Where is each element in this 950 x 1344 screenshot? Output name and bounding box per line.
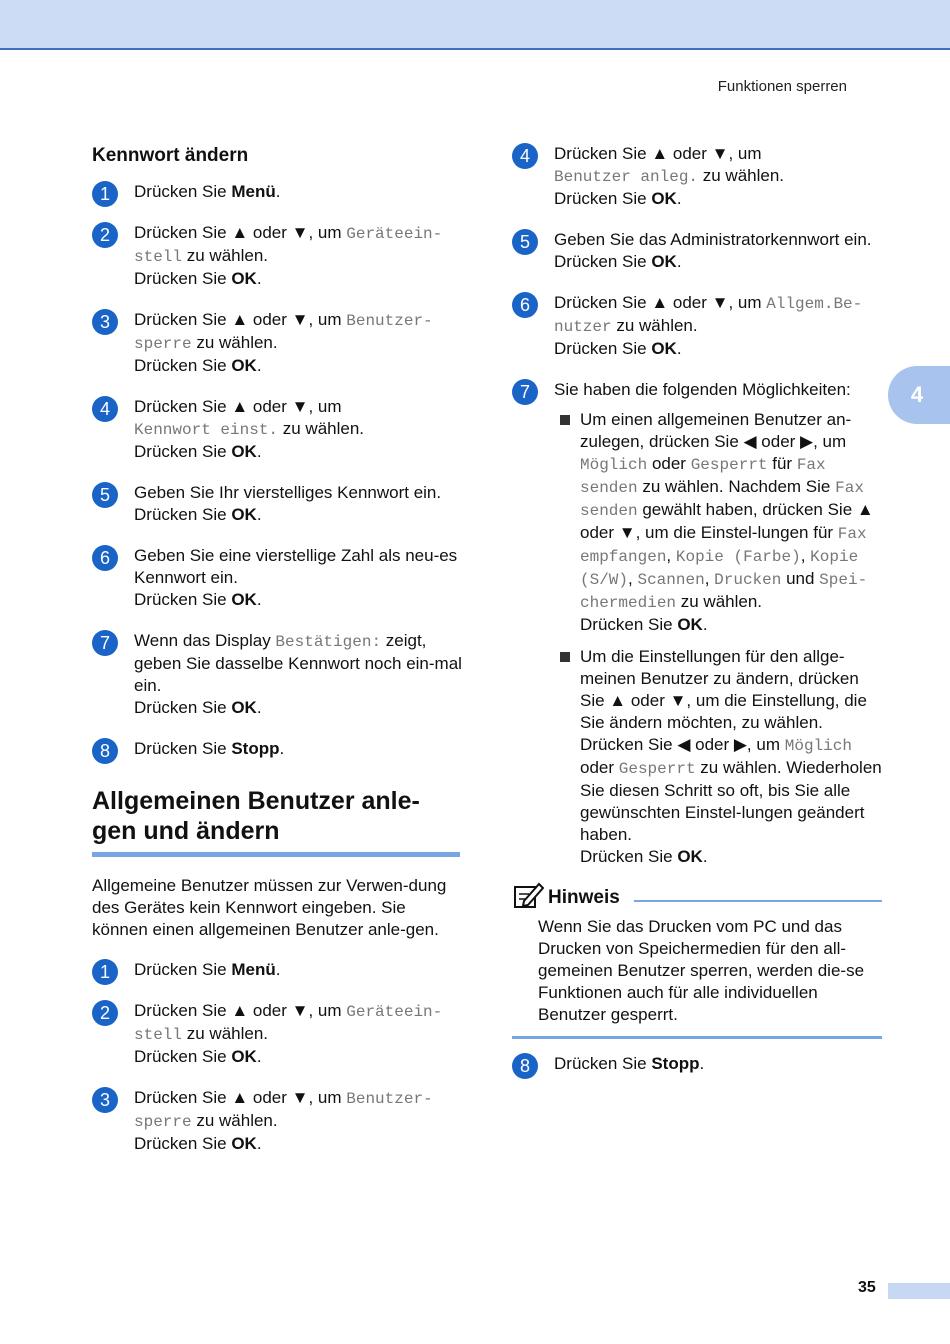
text-run: . bbox=[256, 269, 262, 288]
right-column bbox=[512, 143, 882, 1094]
text-run: Drücken Sie ▲ oder ▼, um bbox=[134, 310, 347, 329]
text-run: . bbox=[676, 252, 682, 271]
display-text: Möglich bbox=[784, 737, 852, 755]
display-text: Benutzer-sperre bbox=[134, 1090, 433, 1131]
page-footer-bar bbox=[888, 1283, 950, 1299]
display-text: Bestätigen: bbox=[275, 633, 382, 651]
text-run: Geben Sie Ihr vierstelliges Kennwort ein. bbox=[134, 483, 442, 502]
text-run: zu wählen. bbox=[182, 1024, 269, 1043]
text-run: Um die Einstellungen für den allge-meinen Benutzer zu ändern, drücken Sie ▲ oder ▼, um die Einstellung, die Sie ändern möchten, zu wählen. bbox=[580, 647, 867, 732]
display-text: Fax empfangen bbox=[580, 525, 867, 566]
step bbox=[512, 379, 882, 868]
step-text bbox=[134, 397, 364, 461]
key-label: OK bbox=[231, 442, 257, 461]
text-run: . bbox=[676, 339, 682, 358]
step-list bbox=[512, 143, 882, 360]
display-text: Kennwort einst. bbox=[134, 421, 279, 439]
left-column bbox=[92, 145, 462, 1174]
step-list bbox=[92, 959, 462, 1155]
key-label: OK bbox=[231, 1134, 257, 1153]
text-run: zu wählen. bbox=[676, 592, 763, 611]
key-label: Stopp bbox=[231, 739, 280, 758]
text-run: Drücken Sie ▲ oder ▼, um bbox=[554, 293, 767, 312]
step-number-badge: 8 bbox=[512, 1053, 538, 1079]
hint-header bbox=[512, 884, 882, 912]
text-run: zu wählen. Wiederholen Sie diesen Schritt so oft, bis Sie alle gewünschten Einstel-lungen geändert haben. bbox=[580, 758, 882, 844]
display-text: Scannen bbox=[637, 571, 705, 589]
intro-paragraph: Allgemeine Benutzer müssen zur Verwen-dung des Gerätes kein Kennwort eingeben. Sie können einen allgemeinen Benutzer anle-gen. bbox=[92, 876, 447, 939]
text-run: . bbox=[676, 189, 682, 208]
subheading: Kennwort ändern bbox=[92, 145, 249, 166]
display-text: Spei-chermedien bbox=[580, 571, 868, 612]
display-text: Drucken bbox=[714, 571, 782, 589]
display-text: Fax senden bbox=[580, 456, 826, 497]
page-number: 35 bbox=[858, 1279, 876, 1296]
text-run: Drücken Sie ▲ oder ▼, um bbox=[134, 223, 347, 242]
display-text: Geräteein-stell bbox=[134, 225, 443, 266]
step-text bbox=[134, 223, 442, 288]
text-run: zu wählen. bbox=[611, 316, 698, 335]
text-run: zu wählen. bbox=[191, 333, 278, 352]
display-text: Allgem.Be-nutzer bbox=[554, 295, 863, 336]
key-label: OK bbox=[651, 189, 677, 208]
step-text bbox=[554, 293, 862, 358]
step-text bbox=[134, 546, 457, 609]
step-text bbox=[554, 144, 784, 208]
step-number-badge: 3 bbox=[92, 1087, 118, 1113]
display-text: Benutzer-sperre bbox=[134, 312, 433, 353]
text-run: Drücken Sie bbox=[580, 615, 678, 634]
step bbox=[512, 292, 882, 360]
step-number-badge: 7 bbox=[92, 630, 118, 656]
step-number-badge: 4 bbox=[92, 396, 118, 422]
step bbox=[92, 482, 462, 526]
text-run: Drücken Sie bbox=[554, 339, 652, 358]
text-run: Drücken Sie bbox=[134, 505, 232, 524]
text-run: , bbox=[800, 546, 811, 565]
text-run: für bbox=[767, 454, 797, 473]
text-run: Drücken Sie bbox=[554, 252, 652, 271]
text-run: Drücken Sie bbox=[580, 847, 678, 866]
note-pencil-icon bbox=[512, 881, 544, 915]
step-number-badge: 6 bbox=[92, 545, 118, 571]
text-run: Drücken Sie bbox=[134, 1047, 232, 1066]
text-run: Um einen allgemeinen Benutzer an-zulegen, drücken Sie ◀ oder ▶, um bbox=[580, 410, 852, 451]
step bbox=[92, 1000, 462, 1068]
step-text bbox=[134, 960, 280, 979]
key-label: Stopp bbox=[651, 1054, 700, 1073]
hint-body: Wenn Sie das Drucken vom PC und das Drucken von Speichermedien für den all-gemeinen Benutzer sperren, werden die-se Funktionen auch für alle individuellen Benutzer gesperrt. bbox=[538, 917, 865, 1024]
step bbox=[512, 143, 882, 210]
key-label: OK bbox=[231, 505, 257, 524]
text-run: , bbox=[628, 569, 638, 588]
text-run: . bbox=[256, 590, 262, 609]
key-label: OK bbox=[677, 847, 703, 866]
text-run: zu wählen. bbox=[191, 1111, 278, 1130]
text-run: Drücken Sie bbox=[134, 1134, 232, 1153]
step-number-badge: 8 bbox=[92, 738, 118, 764]
display-text: Gesperrt bbox=[618, 760, 696, 778]
text-run: Drücken Sie ◀ oder ▶, um bbox=[580, 735, 785, 754]
step bbox=[92, 630, 462, 719]
text-run: Geben Sie eine vierstellige Zahl als neu-es Kennwort ein. bbox=[134, 546, 458, 587]
text-run: Drücken Sie bbox=[554, 189, 652, 208]
top-banner bbox=[0, 0, 950, 50]
text-run: . bbox=[256, 442, 262, 461]
hint-title: Hinweis bbox=[548, 887, 620, 908]
text-run: Drücken Sie bbox=[134, 356, 232, 375]
text-run: . bbox=[256, 356, 262, 375]
text-run: . bbox=[256, 698, 262, 717]
step-number-badge: 2 bbox=[92, 222, 118, 248]
step-number-badge: 2 bbox=[92, 1000, 118, 1026]
key-label: OK bbox=[231, 1047, 257, 1066]
option-bullet bbox=[554, 409, 882, 636]
step-number-badge: 5 bbox=[92, 482, 118, 508]
text-run: Drücken Sie bbox=[134, 739, 232, 758]
text-run: . bbox=[699, 1054, 705, 1073]
text-run: zeigt, geben Sie dasselbe Kennwort noch ein-mal ein. bbox=[134, 631, 462, 695]
step-number-badge: 7 bbox=[512, 379, 538, 405]
key-label: Menü bbox=[231, 960, 276, 979]
step bbox=[512, 229, 882, 273]
text-run: zu wählen. bbox=[698, 166, 785, 185]
step-number-badge: 3 bbox=[92, 309, 118, 335]
step bbox=[512, 1053, 882, 1075]
key-label: OK bbox=[677, 615, 703, 634]
step-text: Sie haben die folgenden Möglichkeiten: bbox=[554, 380, 851, 399]
text-run: , bbox=[666, 546, 676, 565]
step-text bbox=[134, 182, 280, 201]
display-text: Fax senden bbox=[580, 479, 864, 520]
chapter-tab: 4 bbox=[888, 366, 950, 424]
text-run: Geben Sie das Administratorkennwort ein. bbox=[554, 230, 872, 249]
text-run: . bbox=[702, 847, 708, 866]
key-label: Menü bbox=[231, 182, 276, 201]
display-text: Kopie (Farbe) bbox=[675, 548, 801, 566]
step-text bbox=[134, 1001, 442, 1066]
step-text bbox=[134, 1088, 433, 1153]
text-run: , bbox=[704, 569, 715, 588]
text-run: zu wählen. bbox=[278, 419, 365, 438]
text-run: zu wählen. bbox=[182, 246, 269, 265]
step bbox=[92, 309, 462, 377]
running-header: Funktionen sperren bbox=[717, 78, 847, 95]
option-list bbox=[554, 409, 882, 868]
text-run: . bbox=[279, 739, 285, 758]
step bbox=[92, 545, 462, 611]
text-run: oder bbox=[580, 758, 619, 777]
text-run: Drücken Sie bbox=[134, 442, 232, 461]
key-label: OK bbox=[231, 356, 257, 375]
display-text: Gesperrt bbox=[690, 456, 768, 474]
display-text: Benutzer anleg. bbox=[554, 168, 699, 186]
step-number-badge: 1 bbox=[92, 181, 118, 207]
step-text bbox=[554, 1054, 704, 1073]
hint-box bbox=[512, 884, 882, 1039]
step-text bbox=[554, 230, 872, 271]
text-run: Drücken Sie ▲ oder ▼, um bbox=[554, 144, 762, 163]
step-number-badge: 1 bbox=[92, 959, 118, 985]
key-label: OK bbox=[651, 252, 677, 271]
text-run: Drücken Sie bbox=[134, 698, 232, 717]
text-run: Drücken Sie bbox=[554, 1054, 652, 1073]
option-bullet bbox=[554, 646, 882, 868]
step-text bbox=[134, 310, 433, 375]
text-run: zu wählen. Nachdem Sie bbox=[637, 477, 836, 496]
text-run: . bbox=[275, 960, 281, 979]
step bbox=[92, 1087, 462, 1155]
step bbox=[92, 396, 462, 463]
text-run: Wenn das Display bbox=[134, 631, 276, 650]
text-run: . bbox=[256, 505, 262, 524]
display-text: Kopie (S/W) bbox=[580, 548, 859, 589]
text-run: oder bbox=[647, 454, 691, 473]
text-run: Drücken Sie bbox=[134, 269, 232, 288]
step-text bbox=[134, 483, 441, 524]
step-number-badge: 6 bbox=[512, 292, 538, 318]
key-label: OK bbox=[651, 339, 677, 358]
step bbox=[92, 222, 462, 290]
step bbox=[92, 959, 462, 981]
display-text: Möglich bbox=[580, 456, 648, 474]
text-run: Drücken Sie ▲ oder ▼, um bbox=[134, 1001, 347, 1020]
key-label: OK bbox=[231, 590, 257, 609]
step-text bbox=[134, 739, 284, 758]
key-label: OK bbox=[231, 698, 257, 717]
step-number-badge: 4 bbox=[512, 143, 538, 169]
step bbox=[92, 738, 462, 760]
text-run: . bbox=[702, 615, 708, 634]
key-label: OK bbox=[231, 269, 257, 288]
text-run: Drücken Sie bbox=[134, 182, 232, 201]
text-run: . bbox=[275, 182, 281, 201]
section-title: Allgemeinen Benutzer anle-gen und ändern bbox=[92, 786, 460, 857]
step bbox=[92, 181, 462, 203]
step-list bbox=[92, 181, 462, 760]
text-run: . bbox=[256, 1047, 262, 1066]
text-run: Drücken Sie ▲ oder ▼, um bbox=[134, 1088, 347, 1107]
text-run: Drücken Sie ▲ oder ▼, um bbox=[134, 397, 342, 416]
display-text: Geräteein-stell bbox=[134, 1003, 443, 1044]
step-number-badge: 5 bbox=[512, 229, 538, 255]
text-run: Drücken Sie bbox=[134, 590, 232, 609]
step-text bbox=[134, 631, 462, 717]
text-run: und bbox=[781, 569, 820, 588]
text-run: Drücken Sie bbox=[134, 960, 232, 979]
text-run: gewählt haben, drücken Sie ▲ oder ▼, um die Einstel-lungen für bbox=[580, 500, 874, 542]
hint-rule bbox=[634, 900, 882, 902]
text-run: . bbox=[256, 1134, 262, 1153]
